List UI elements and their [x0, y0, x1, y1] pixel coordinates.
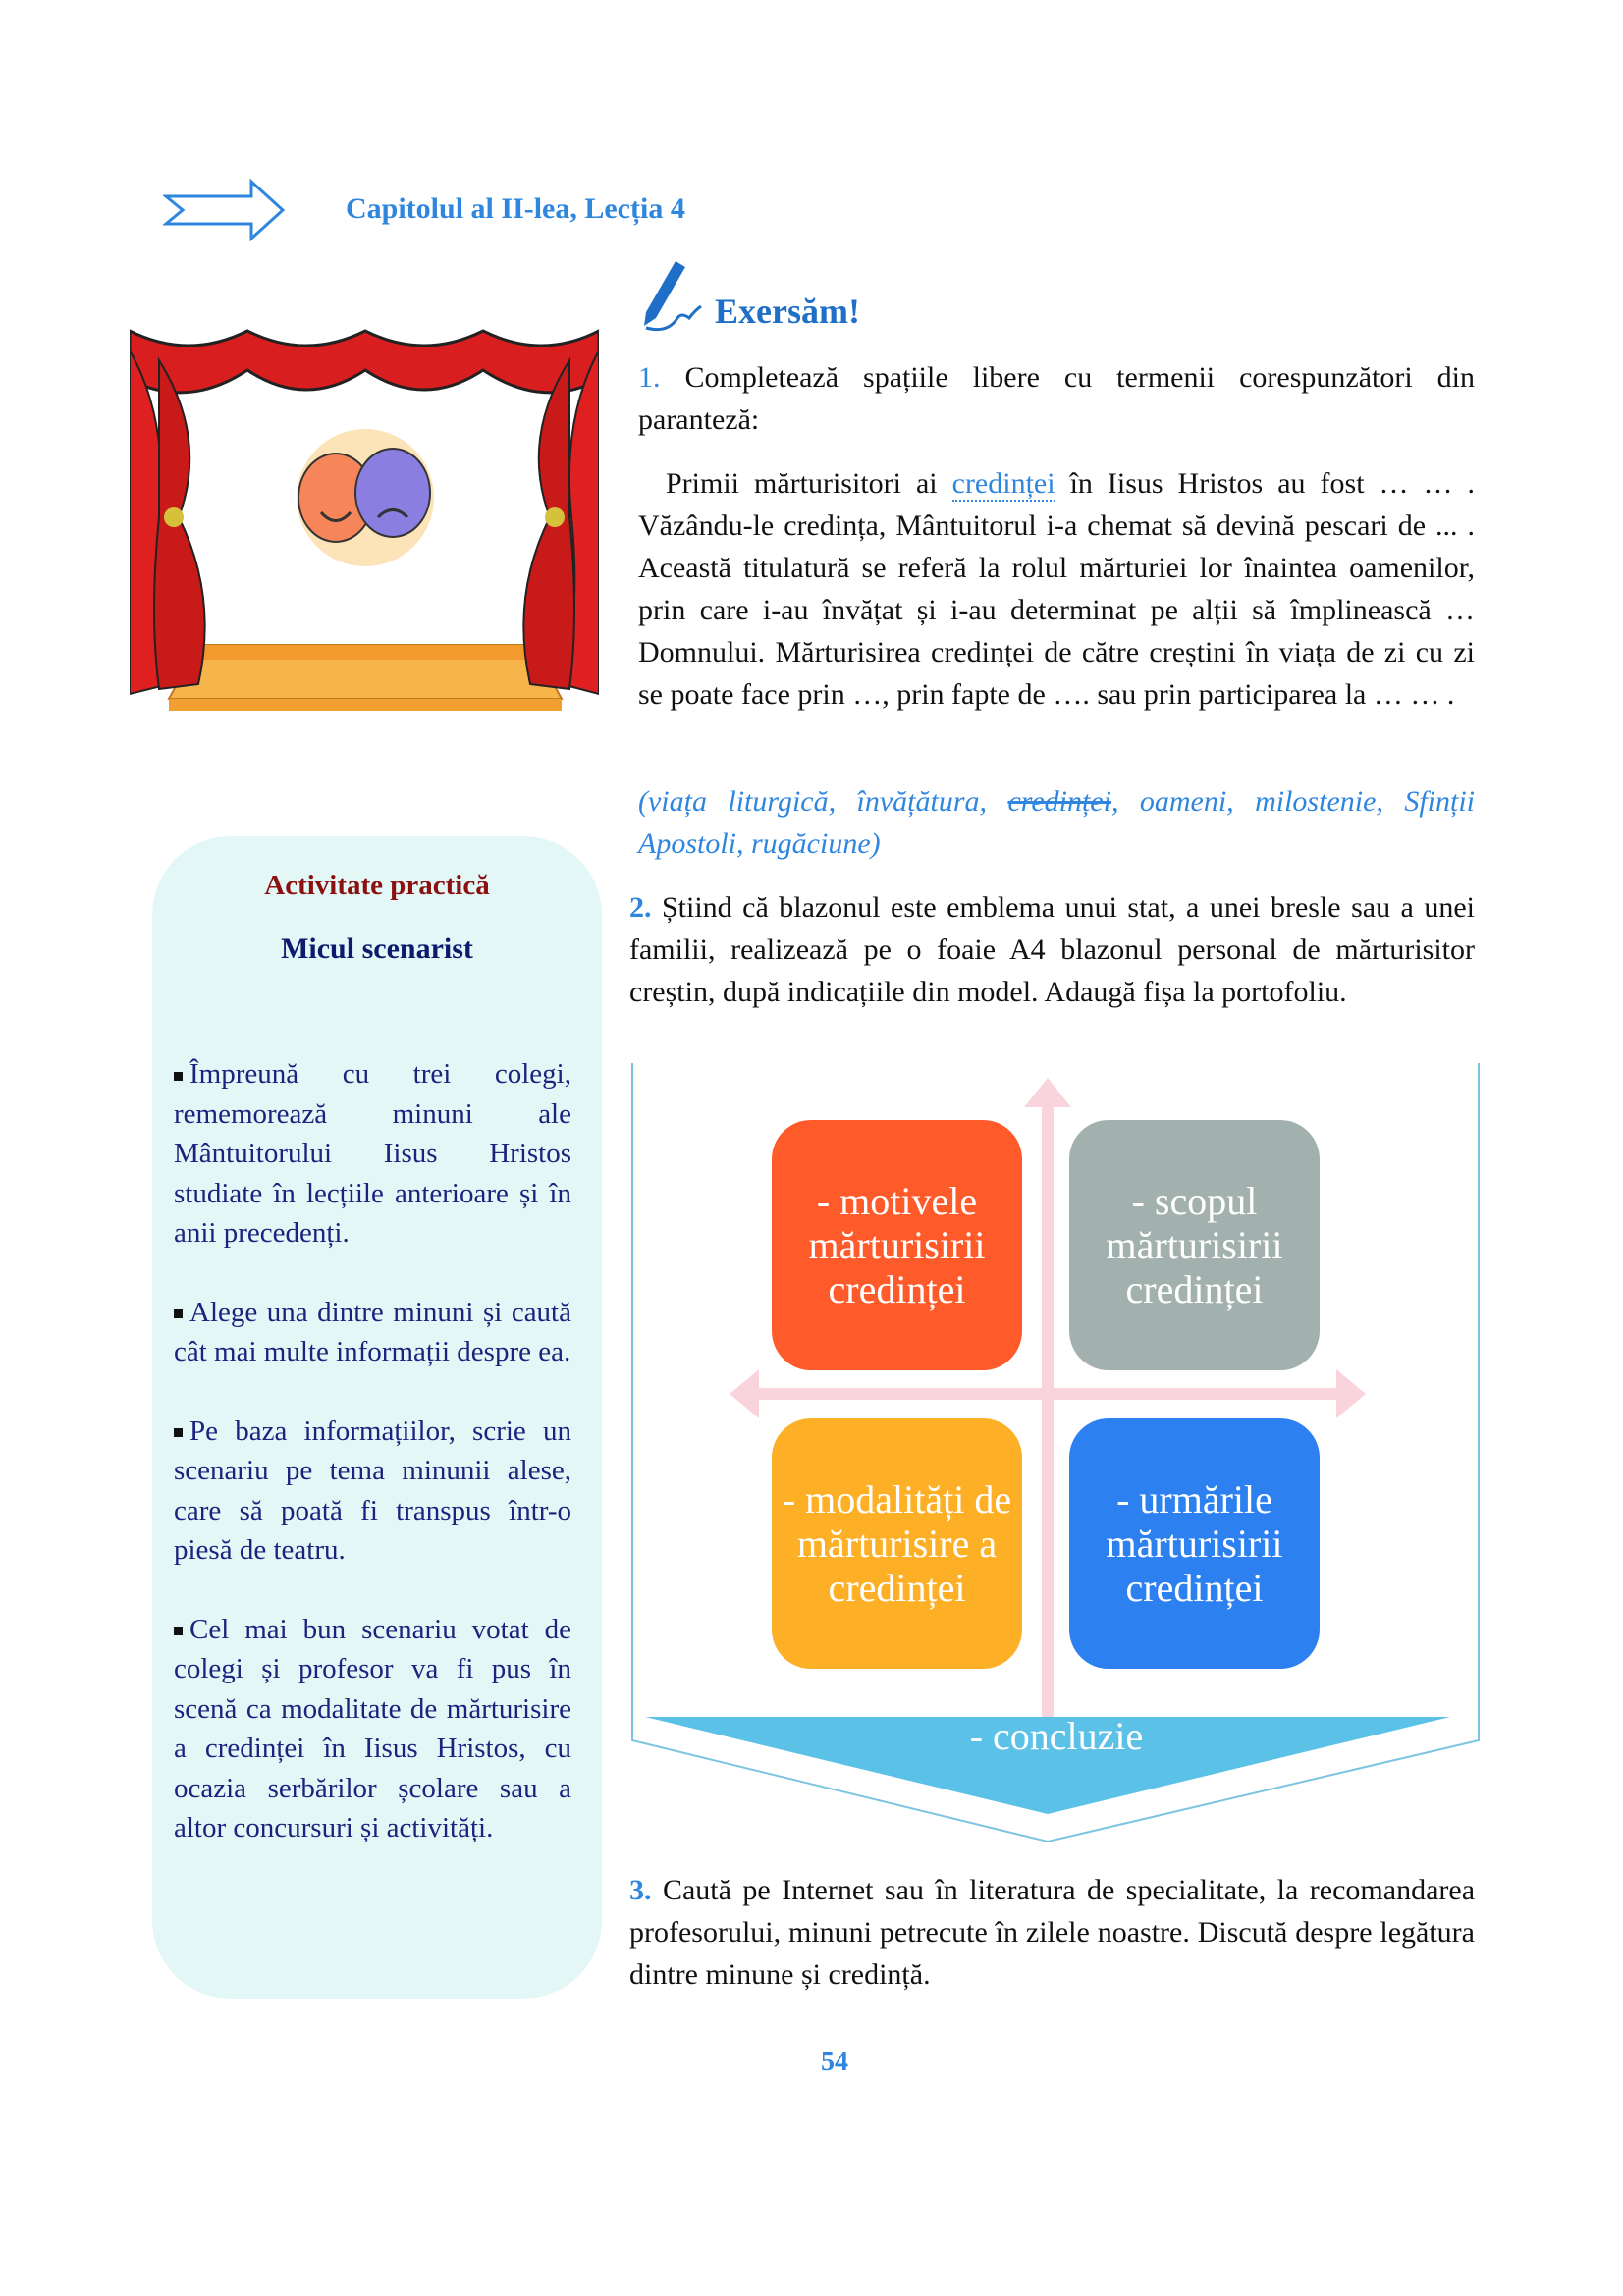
- bullet-item: [174, 1054, 571, 1254]
- word-bank: [638, 780, 1475, 865]
- bullet-item: [174, 1412, 571, 1571]
- word-bank-text: (viața liturgică, învățătura,: [638, 785, 1008, 818]
- theatre-stage-illustration: [130, 321, 599, 723]
- bullet-item: [174, 1610, 571, 1848]
- credintei-link[interactable]: credinței: [951, 467, 1055, 500]
- bullet-text: Alege una dintre minuni și caută cât mai multe informații despre ea.: [174, 1296, 571, 1367]
- task-3-text: Caută pe Internet sau în literatura de specialitate, la recomandarea profesorului, minuni petrecute în zilele noastre. Discută despre legătura dintre minune și credință.: [629, 1874, 1476, 1991]
- word-bank-text: , oameni, milostenie, Sfinții Apostoli, rugăciune): [638, 785, 1475, 860]
- bullet-icon: [174, 1072, 183, 1081]
- box-ways: - modalități de mărturisire a credinței: [772, 1418, 1022, 1669]
- paragraph-text: în Iisus Hristos au fost … … . Văzându-le credința, Mântuitorul i-a chemat să devină pescari de ... . Această titulatură se referă la rolul mărturiei lor înaintea oamenilor, prin care i-au învățat și i-au determinat pe alții să împlinească … Domnului. Mărturisirea credinței de către creștini în viața de zi cu zi se poate face prin …, prin fapte de …. sau prin participarea la … … .: [638, 467, 1476, 711]
- page-number: 54: [821, 2047, 848, 2077]
- exercise-title: Exersăm!: [715, 292, 860, 331]
- activity-panel: [152, 836, 602, 1999]
- task-2-text: Știind că blazonul este emblema unui stat, a unei bresle sau a unei familii, realizează pe o foaie A4 blazonul personal de mărturisitor creștin, după indicațiile din model. Adaugă fișa la portofoliu.: [629, 891, 1475, 1008]
- task-1-paragraph: [638, 462, 1475, 716]
- paragraph-text: Primii mărturisitori ai: [666, 467, 952, 500]
- bullet-icon: [174, 1309, 183, 1318]
- bullet-item: [174, 1293, 571, 1372]
- conclusion-label: - concluzie: [969, 1714, 1144, 1758]
- task-2: [629, 886, 1475, 1013]
- box-consequences: - urmările mărturisirii credinței: [1069, 1418, 1320, 1669]
- bullet-text: Împreună cu trei colegi, rememorează minuni ale Mântuitorului Iisus Hristos studiate în lecțiile anterioare și în anii precedenți.: [174, 1058, 571, 1249]
- task-3: [629, 1869, 1475, 1996]
- blazon-diagram: [631, 1063, 1482, 1848]
- activity-bullets: [174, 1054, 571, 1888]
- bullet-icon: [174, 1627, 183, 1635]
- word-bank-struck: credinței: [1007, 785, 1111, 818]
- task-1-instruction: [638, 356, 1475, 441]
- task-1-instruction-text: Completează spațiile libere cu termenii corespunzători din paranteză:: [638, 361, 1475, 436]
- bullet-icon: [174, 1428, 183, 1437]
- box-motives: - motivele mărturisirii credinței: [772, 1120, 1022, 1370]
- activity-subtitle: Micul scenarist: [281, 933, 473, 965]
- chapter-heading: Capitolul al II-lea, Lecția 4: [346, 192, 685, 225]
- activity-title: Activitate practică: [264, 870, 490, 901]
- right-arrow-icon: [163, 179, 287, 241]
- box-purpose: - scopul mărturisirii credinței: [1069, 1120, 1320, 1370]
- pencil-icon: [638, 257, 703, 334]
- bullet-text: Pe baza informațiilor, scrie un scenariu pe tema minunii alese, care să poată fi transpus într-o piesă de teatru.: [174, 1415, 571, 1566]
- task-2-number: 2.: [629, 891, 652, 924]
- bullet-text: Cel mai bun scenariu votat de colegi și profesor va fi pus în scenă ca modalitate de mărturisire a credinței în Iisus Hristos, cu ocazia serbărilor școlare sau a altor concursuri și activități.: [174, 1613, 571, 1843]
- task-3-number: 3.: [629, 1874, 652, 1906]
- task-1-number: 1.: [638, 361, 661, 394]
